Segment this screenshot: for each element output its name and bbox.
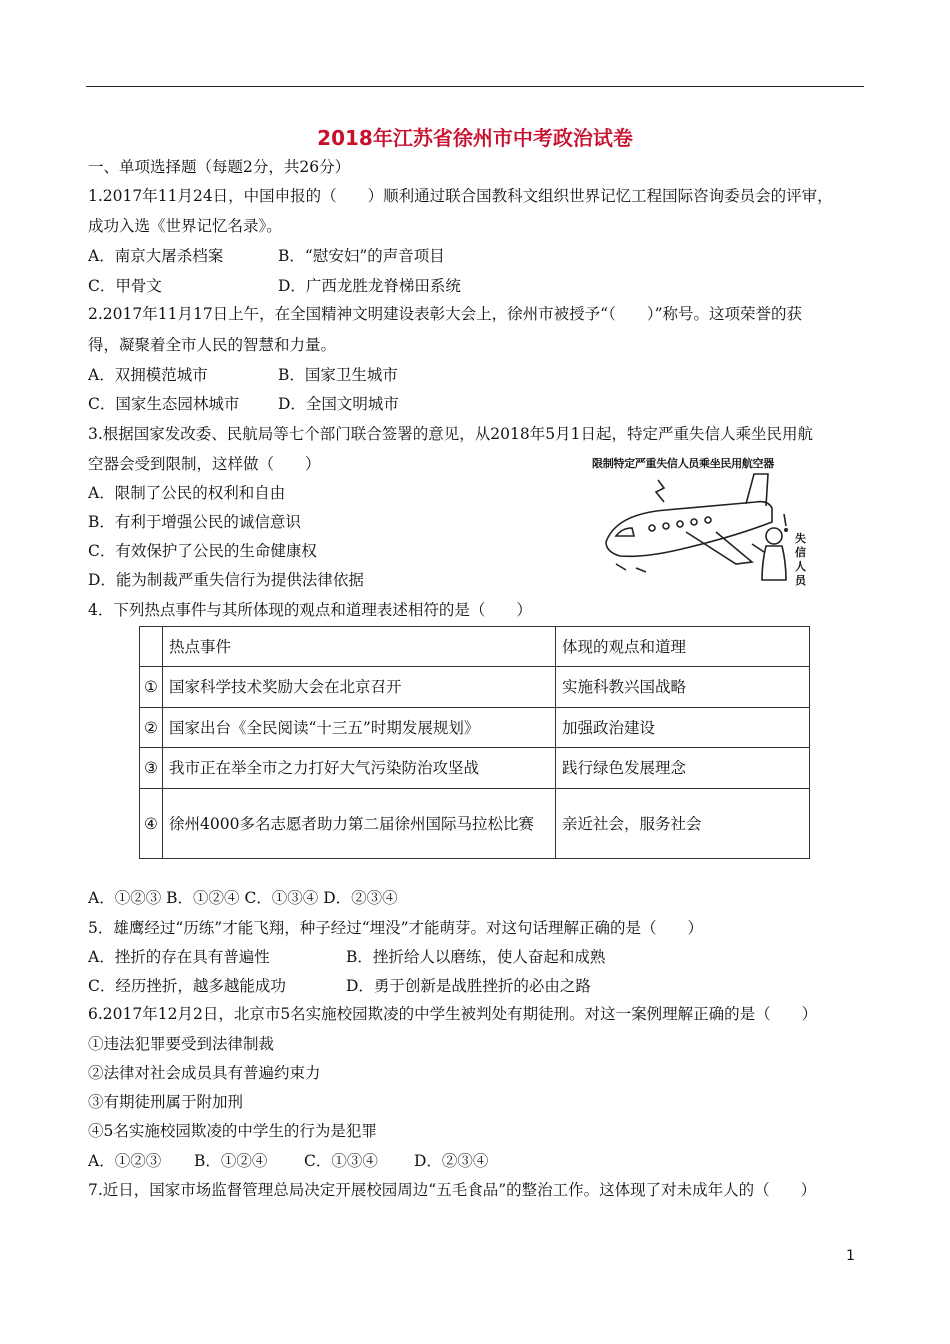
q1-stem-line1: 1.2017年11月24日，中国申报的（ ）顺利通过联合国教科文组织世界记忆工程国际咨询委员会的评审， [88, 187, 833, 205]
header-rule [86, 86, 864, 87]
q3-option-d: D．能为制裁严重失信行为提供法律依据 [88, 571, 364, 589]
q6-statement-4: ④5名实施校园欺凌的中学生的行为是犯罪 [88, 1122, 377, 1140]
q1-stem-line2: 成功入选《世界记忆名录》。 [88, 217, 282, 235]
row-idea: 实施科教兴国战略 [556, 667, 810, 708]
q6-statement-3: ③有期徒刑属于附加刑 [88, 1093, 244, 1111]
q3-option-c: C．有效保护了公民的生命健康权 [88, 542, 317, 560]
q5-stem: 5．雄鹰经过“历练”才能飞翔，种子经过“埋没”才能萌芽。对这句话理解正确的是（ ） [88, 919, 704, 937]
page-number: 1 [846, 1248, 855, 1264]
row-event: 我市正在举全市之力打好大气污染防治攻坚战 [163, 748, 556, 789]
row-number: ④ [140, 789, 163, 859]
q3-cartoon [586, 452, 816, 602]
row-event: 国家科学技术奖励大会在北京召开 [163, 667, 556, 708]
q6-option-c: C．①③④ [304, 1152, 378, 1170]
q4-stem: 4．下列热点事件与其所体现的观点和道理表述相符的是（ ） [88, 601, 532, 619]
table-row [140, 748, 810, 789]
row-event: 国家出台《全民阅读“十三五”时期发展规划》 [163, 708, 556, 748]
q3-cartoon-caption: 限制特定严重失信人员乘坐民用航空器 [592, 457, 774, 470]
table-header-idea: 体现的观点和道理 [556, 627, 810, 667]
q2-option-c: C．国家生态园林城市 [88, 395, 240, 413]
q2-stem-line2: 得，凝聚着全市人民的智慧和力量。 [88, 336, 337, 354]
row-number: ③ [140, 748, 163, 789]
airplane-cartoon-icon [586, 452, 816, 602]
q4-table [139, 626, 810, 859]
table-row [140, 708, 810, 748]
row-idea: 加强政治建设 [556, 708, 810, 748]
table-cell [140, 627, 163, 667]
row-number: ① [140, 667, 163, 708]
q1-option-b: B．“慰安妇”的声音项目 [278, 247, 445, 265]
table-row [140, 789, 810, 859]
q2-option-a: A．双拥模范城市 [88, 366, 208, 384]
section-heading: 一、单项选择题（每题2分，共26分） [88, 158, 351, 176]
q2-option-d: D．全国文明城市 [278, 395, 399, 413]
q1-option-d: D．广西龙胜龙脊梯田系统 [278, 277, 461, 295]
q1-option-a: A．南京大屠杀档案 [88, 247, 224, 265]
q3-stem-line2: 空器会受到限制，这样做（ ） [88, 455, 321, 473]
q1-option-c: C．甲骨文 [88, 277, 162, 295]
q6-option-d: D．②③④ [414, 1152, 489, 1170]
q3-cartoon-label: 失信人员 [795, 532, 806, 587]
row-idea: 亲近社会，服务社会 [556, 789, 810, 859]
q2-stem-line1: 2.2017年11月17日上午，在全国精神文明建设表彰大会上，徐州市被授予“（ ）”称号。这项荣誉的获 [88, 305, 803, 323]
q3-option-a: A．限制了公民的权利和自由 [88, 484, 286, 502]
q5-option-d: D．勇于创新是战胜挫折的必由之路 [346, 977, 591, 995]
q6-statement-2: ②法律对社会成员具有普遍约束力 [88, 1064, 321, 1082]
q6-option-b: B．①②④ [194, 1152, 268, 1170]
q4-options: A．①②③ B．①②④ C．①③④ D．②③④ [88, 889, 398, 907]
q7-stem: 7.近日，国家市场监督管理总局决定开展校园周边“五毛食品”的整治工作。这体现了对未成年人的（ ） [88, 1181, 817, 1199]
table-row [140, 667, 810, 708]
q6-option-a: A．①②③ [88, 1152, 162, 1170]
row-event: 徐州4000多名志愿者助力第二届徐州国际马拉松比赛 [163, 789, 556, 859]
q6-statement-1: ①违法犯罪要受到法律制裁 [88, 1035, 275, 1053]
row-number: ② [140, 708, 163, 748]
table-header-event: 热点事件 [163, 627, 556, 667]
row-idea: 践行绿色发展理念 [556, 748, 810, 789]
q5-option-b: B．挫折给人以磨练，使人奋起和成熟 [346, 948, 606, 966]
q3-option-b: B．有利于增强公民的诚信意识 [88, 513, 301, 531]
q6-stem: 6.2017年12月2日，北京市5名实施校园欺凌的中学生被判处有期徒刑。对这一案例理解正确的是（ ） [88, 1005, 818, 1023]
q3-stem-line1: 3.根据国家发改委、民航局等七个部门联合签署的意见，从2018年5月1日起，特定严重失信人乘坐民用航 [88, 425, 813, 443]
q2-option-b: B．国家卫生城市 [278, 366, 398, 384]
page-title: 2018年江苏省徐州市中考政治试卷 [317, 126, 633, 150]
table-header-row [140, 627, 810, 667]
q5-option-a: A．挫折的存在具有普遍性 [88, 948, 270, 966]
q5-option-c: C．经历挫折，越多越能成功 [88, 977, 286, 995]
